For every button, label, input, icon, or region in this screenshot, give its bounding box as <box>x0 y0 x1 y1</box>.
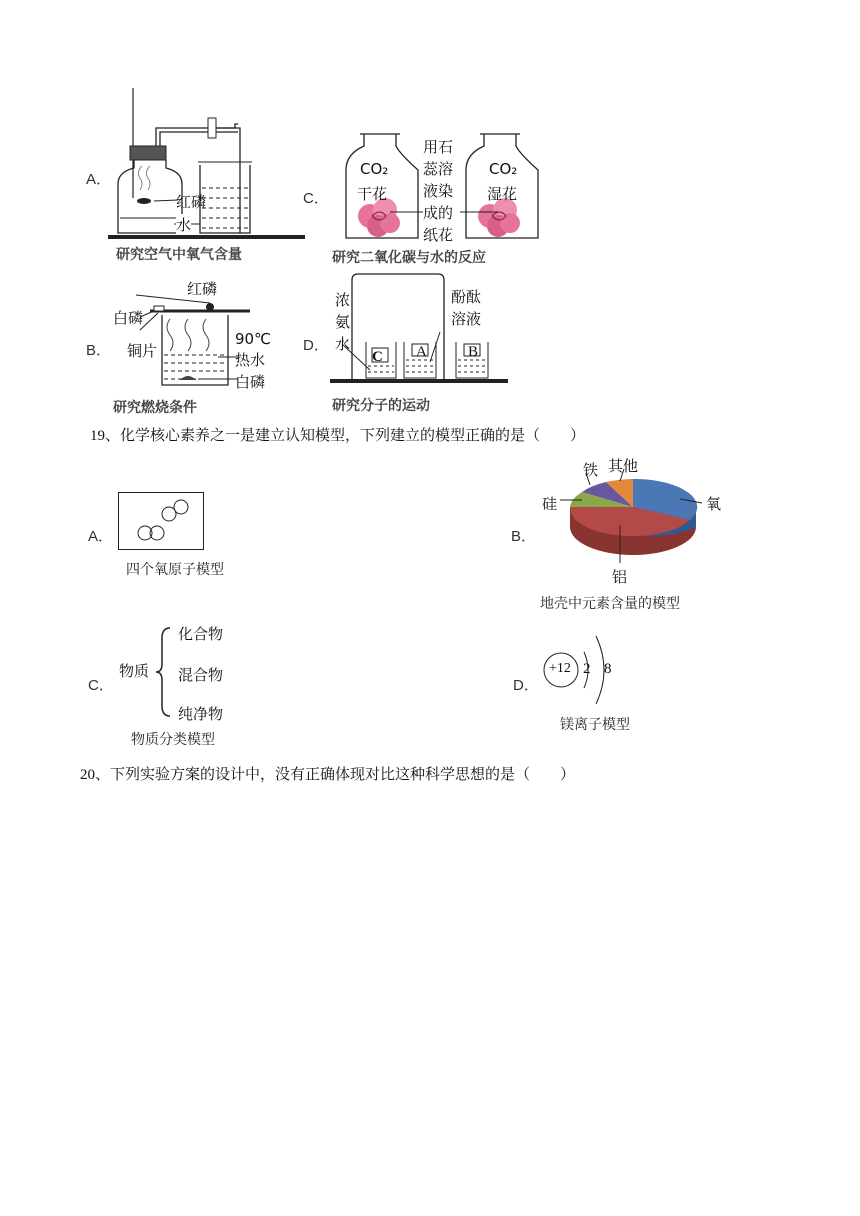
jar-right-label: 湿花 <box>487 185 518 203</box>
classification-pure: 纯净物 <box>178 705 224 723</box>
classification-mixture: 混合物 <box>178 666 224 684</box>
label-line: 成的 <box>423 204 454 222</box>
option-letter-d: D． <box>303 337 329 354</box>
option-letter-a: A． <box>88 528 114 545</box>
option-letter-d: D． <box>513 677 539 694</box>
label-other: 其他 <box>608 457 639 475</box>
label-line: 纸花 <box>423 226 454 244</box>
caption-d: 研究分子的运动 <box>332 398 430 414</box>
beaker-label-a: A <box>416 344 427 360</box>
question-19: 19、化学核心素养之一是建立认知模型，下列建立的模型正确的是（ ） <box>90 428 586 444</box>
caption-c: 研究二氧化碳与水的反应 <box>332 250 486 266</box>
label-line: 溶液 <box>451 310 482 328</box>
label-litmus-paper-flower <box>423 136 453 246</box>
label-line: 酚酞 <box>451 288 482 306</box>
brace-icon <box>156 626 174 718</box>
oxygen-atom-model <box>118 492 204 550</box>
label-line: 水 <box>335 335 351 353</box>
caption-19-c: 物质分类模型 <box>131 732 215 748</box>
label-aluminum: 铝 <box>612 568 628 586</box>
label-line: 浓 <box>335 291 351 309</box>
option-letter-b: B． <box>86 342 112 359</box>
label-red-phosphorus-b: 红磷 <box>187 280 218 298</box>
label-ammonia <box>335 289 350 355</box>
question-20: 20、下列实验方案的设计中，没有正确体现对比这种科学思想的是（ ） <box>80 767 576 783</box>
label-white-phosphorus-bottom: 白磷 <box>235 373 266 391</box>
label-water: 水 <box>176 216 192 234</box>
apparatus-oxygen-content <box>100 88 310 243</box>
option-letter-b: B． <box>511 528 537 545</box>
beaker-label-c: C <box>372 349 383 365</box>
label-line: 用石 <box>423 138 454 156</box>
caption-19-d: 镁离子模型 <box>560 717 630 733</box>
label-line: 液染 <box>423 182 454 200</box>
shell-1-electrons: 2 <box>583 661 591 677</box>
label-silicon: 硅 <box>542 495 558 513</box>
option-letter-a: A． <box>86 171 112 188</box>
label-line: 蕊溶 <box>423 160 454 178</box>
classification-compound: 化合物 <box>178 625 224 643</box>
label-temperature: 90℃ <box>235 330 271 348</box>
jar-left-gas: CO₂ <box>360 160 389 178</box>
jar-left-label: 干花 <box>357 185 388 203</box>
shell-2-electrons: 8 <box>604 661 612 677</box>
label-phenolphthalein <box>451 286 481 330</box>
apparatus-molecule-motion <box>330 270 510 390</box>
label-line: 氨 <box>335 313 351 331</box>
label-oxygen: 氧 <box>706 495 722 513</box>
option-letter-c: C． <box>88 677 114 694</box>
label-copper: 铜片 <box>127 342 158 360</box>
jar-right-gas: CO₂ <box>489 160 518 178</box>
beaker-label-b: B <box>468 344 479 360</box>
classification-root: 物质 <box>119 662 150 680</box>
label-hot-water: 热水 <box>235 351 266 369</box>
caption-19-b: 地壳中元素含量的模型 <box>540 596 680 612</box>
option-letter-c: C． <box>303 190 329 207</box>
caption-b: 研究燃烧条件 <box>113 400 197 416</box>
label-red-phosphorus: 红磷 <box>176 193 207 211</box>
caption-19-a: 四个氧原子模型 <box>126 562 224 578</box>
caption-a: 研究空气中氧气含量 <box>116 247 242 263</box>
nucleus-charge: +12 <box>549 661 571 676</box>
label-iron: 铁 <box>583 461 599 479</box>
label-white-phosphorus-top: 白磷 <box>113 309 144 327</box>
